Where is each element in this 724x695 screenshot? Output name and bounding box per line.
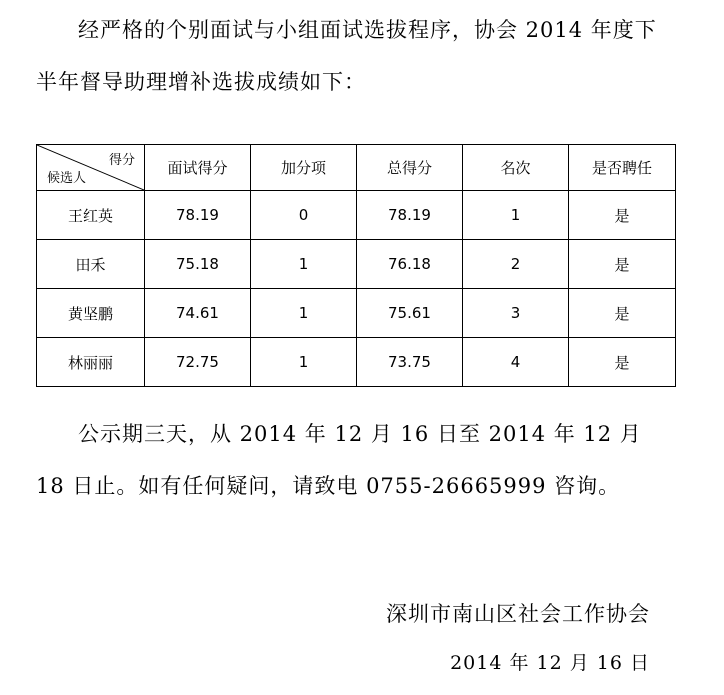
cell-name: 黄坚鹏 xyxy=(37,289,145,338)
intro-paragraph: 经严格的个别面试与小组面试选拔程序，协会 2014 年度下半年督导助理增补选拔成绩如下： xyxy=(36,18,657,94)
cell-rank: 3 xyxy=(463,289,569,338)
table-row xyxy=(37,240,676,289)
corner-label-score: 得分 xyxy=(108,153,135,168)
header-interview-score: 面试得分 xyxy=(145,145,251,191)
cell-name: 田禾 xyxy=(37,240,145,289)
organization-signature: 深圳市南山区社会工作协会 xyxy=(386,602,650,626)
cell-hired: 是 xyxy=(569,338,676,387)
cell-interview: 72.75 xyxy=(145,338,251,387)
cell-total: 75.61 xyxy=(357,289,463,338)
results-table xyxy=(36,144,676,387)
corner-label-candidate: 候选人 xyxy=(47,171,87,186)
notice-paragraph: 公示期三天，从 2014 年 12 月 16 日至 2014 年 12 月 18 日止。如有任何疑问，请致电 0755-26665999 咨询。 xyxy=(36,422,642,498)
cell-interview: 75.18 xyxy=(145,240,251,289)
cell-interview: 78.19 xyxy=(145,191,251,240)
table-header-row xyxy=(37,145,676,191)
header-rank: 名次 xyxy=(463,145,569,191)
cell-bonus: 0 xyxy=(251,191,357,240)
table-row xyxy=(37,191,676,240)
cell-bonus: 1 xyxy=(251,338,357,387)
cell-interview: 74.61 xyxy=(145,289,251,338)
cell-hired: 是 xyxy=(569,289,676,338)
header-total-score: 总得分 xyxy=(357,145,463,191)
corner-header-cell xyxy=(37,145,145,191)
cell-name: 王红英 xyxy=(37,191,145,240)
cell-bonus: 1 xyxy=(251,240,357,289)
cell-total: 76.18 xyxy=(357,240,463,289)
header-hired: 是否聘任 xyxy=(569,145,676,191)
cell-bonus: 1 xyxy=(251,289,357,338)
cell-hired: 是 xyxy=(569,240,676,289)
table-row xyxy=(37,338,676,387)
header-bonus: 加分项 xyxy=(251,145,357,191)
cell-rank: 2 xyxy=(463,240,569,289)
cell-rank: 4 xyxy=(463,338,569,387)
issue-date: 2014 年 12 月 16 日 xyxy=(450,652,650,674)
cell-total: 78.19 xyxy=(357,191,463,240)
cell-total: 73.75 xyxy=(357,338,463,387)
cell-rank: 1 xyxy=(463,191,569,240)
table-row xyxy=(37,289,676,338)
cell-name: 林丽丽 xyxy=(37,338,145,387)
cell-hired: 是 xyxy=(569,191,676,240)
